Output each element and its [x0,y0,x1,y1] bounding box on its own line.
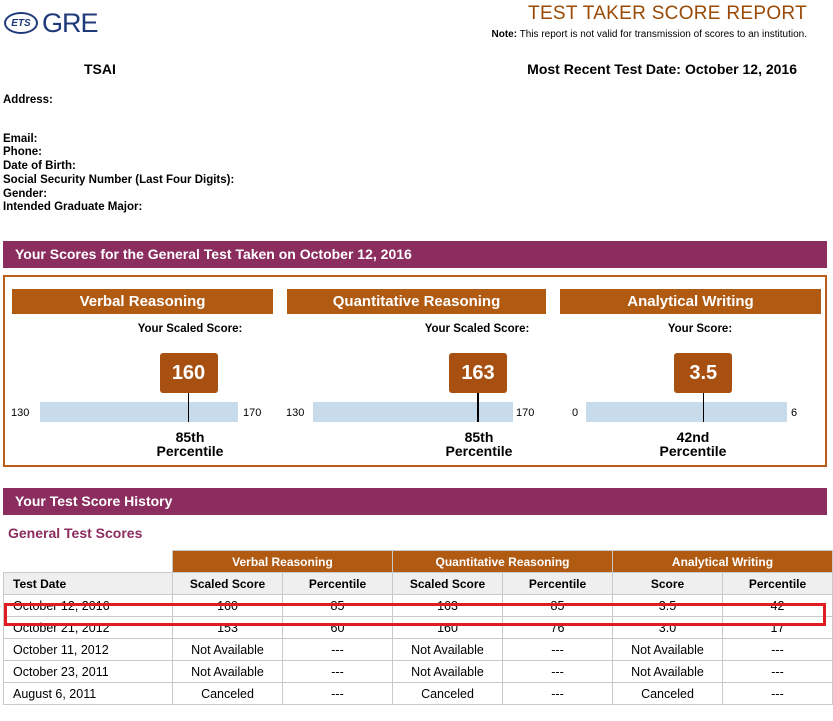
table-cell: October 12, 2016 [4,595,173,617]
ets-logo-icon: ETS [4,12,38,34]
table-cell: Not Available [173,661,283,683]
table-row [4,661,833,683]
ets-gre-logo [4,8,98,38]
quant-percentile: 85th Percentile [445,429,513,459]
table-row [4,617,833,639]
writing-percentile: 42nd Percentile [659,429,727,459]
verbal-score-badge: 160 [160,353,218,393]
ssn-label: Social Security Number (Last Four Digits): [3,174,235,186]
verbal-panel-title: Verbal Reasoning [12,289,273,314]
column-header: Test Date [4,573,173,595]
table-cell: October 21, 2012 [4,617,173,639]
table-cell: --- [723,661,833,683]
table-cell: August 6, 2011 [4,683,173,705]
quant-scale-max: 170 [516,407,535,419]
dob-label: Date of Birth: [3,160,76,172]
table-cell: 3.5 [613,595,723,617]
quant-scale-bar [313,402,513,422]
table-cell: October 11, 2012 [4,639,173,661]
history-subtitle: General Test Scores [8,525,143,541]
table-cell: Canceled [173,683,283,705]
most-recent-test-date: Most Recent Test Date: October 12, 2016 [527,61,797,77]
report-title: TEST TAKER SCORE REPORT [528,3,807,24]
table-cell: Not Available [613,661,723,683]
table-cell: 60 [283,617,393,639]
table-cell: 85 [283,595,393,617]
writing-scale-min: 0 [572,407,579,419]
writing-score-badge: 3.5 [674,353,732,393]
table-row [4,683,833,705]
verbal-percentile: 85th Percentile [156,429,224,459]
table-cell: 160 [393,617,503,639]
verbal-score-marker [188,393,190,422]
table-cell: Not Available [393,639,503,661]
writing-scale-bar [586,402,787,422]
verbal-scale-min: 130 [11,407,30,419]
table-cell: Canceled [613,683,723,705]
writing-panel-title: Analytical Writing [560,289,821,314]
table-cell: 17 [723,617,833,639]
table-row [4,595,833,617]
address-label: Address: [3,94,53,106]
column-header: Scaled Score [393,573,503,595]
writing-score-label: Your Score: [667,323,733,335]
table-cell: --- [503,661,613,683]
table-cell: --- [283,683,393,705]
column-header: Score [613,573,723,595]
candidate-name: TSAI [84,61,116,77]
group-header-verbal: Verbal Reasoning [173,551,393,573]
table-cell: Not Available [173,639,283,661]
table-group-header-row [4,551,833,573]
column-header: Percentile [283,573,393,595]
table-cell: Not Available [613,639,723,661]
score-panels [3,275,827,467]
table-cell: 76 [503,617,613,639]
column-header: Percentile [503,573,613,595]
table-cell: --- [723,639,833,661]
verbal-score-label: Your Scaled Score: [137,323,243,335]
column-header: Scaled Score [173,573,283,595]
group-header-quant: Quantitative Reasoning [393,551,613,573]
table-cell: October 23, 2011 [4,661,173,683]
table-cell: 160 [173,595,283,617]
quant-score-badge: 163 [449,353,507,393]
verbal-scale-max: 170 [243,407,262,419]
writing-score-marker [703,393,705,422]
scores-section-bar: Your Scores for the General Test Taken on October 12, 2016 [3,241,827,268]
table-cell: --- [503,683,613,705]
column-header: Percentile [723,573,833,595]
table-column-header-row [4,573,833,595]
writing-scale-max: 6 [791,407,798,419]
table-cell: --- [503,639,613,661]
phone-label: Phone: [3,146,42,158]
gender-label: Gender: [3,188,48,200]
table-cell: 85 [503,595,613,617]
table-cell: Not Available [393,661,503,683]
table-cell: --- [723,683,833,705]
major-label: Intended Graduate Major: [3,201,143,213]
table-cell: 163 [393,595,503,617]
verbal-scale-bar [40,402,238,422]
table-cell: Canceled [393,683,503,705]
quant-score-label: Your Scaled Score: [424,323,530,335]
history-section-bar: Your Test Score History [3,488,827,515]
quant-scale-min: 130 [286,407,305,419]
group-header-writing: Analytical Writing [613,551,833,573]
report-note: Note: This report is not valid for transmission of scores to an institution. [491,29,807,40]
email-label: Email: [3,133,38,145]
quant-panel-title: Quantitative Reasoning [287,289,546,314]
table-cell: 3.0 [613,617,723,639]
score-history-table [3,550,833,705]
table-cell: --- [283,639,393,661]
table-cell: 42 [723,595,833,617]
gre-wordmark: GRE [42,7,98,38]
table-row [4,639,833,661]
table-cell: 153 [173,617,283,639]
table-cell: --- [283,661,393,683]
quant-score-marker [477,393,479,422]
